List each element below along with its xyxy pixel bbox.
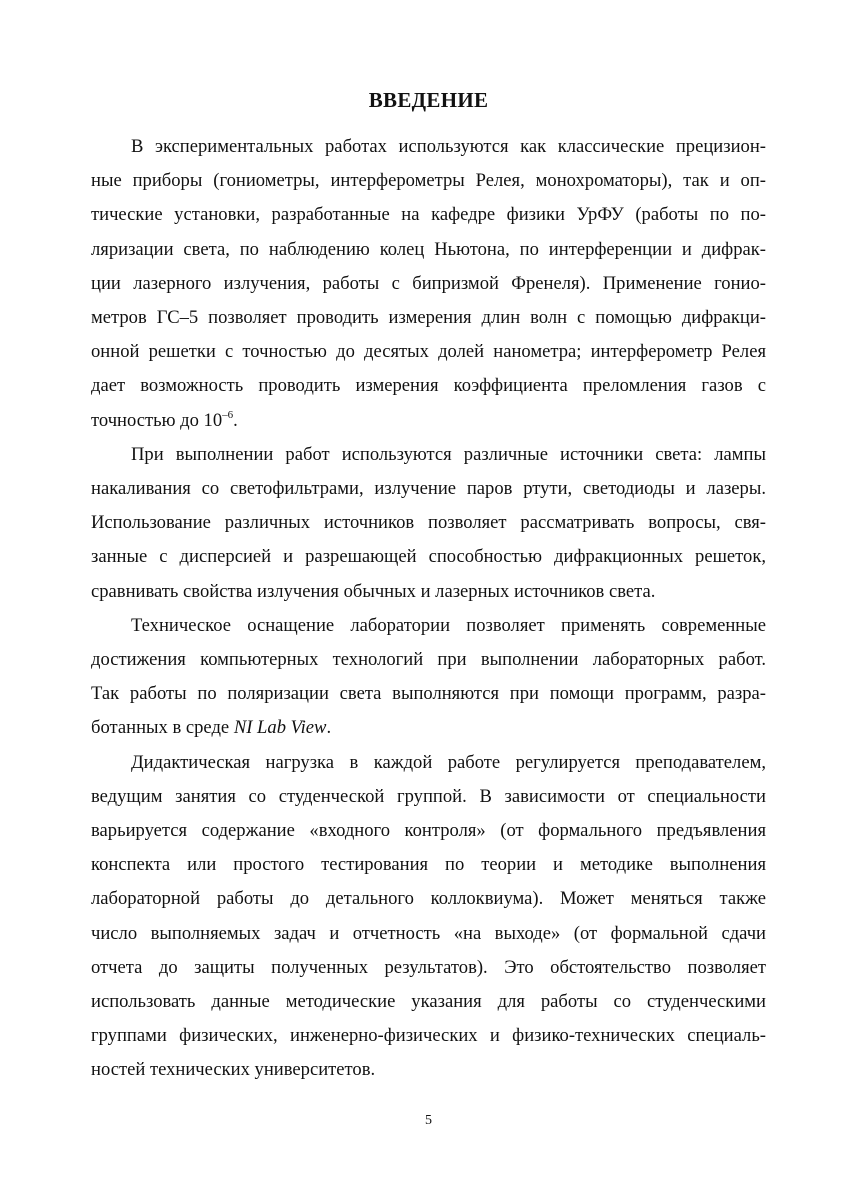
paragraph-4 [91,746,766,1088]
text-line: Так работы по поляризации света выполняются при помощи программ, разра- [91,683,766,705]
text-line: ные приборы (гониометры, интерферометры Релея, монохроматоры), так и оп- [91,170,766,192]
text-line: использовать данные методические указания для работы со студенческими [91,991,766,1013]
text-line: метров ГС–5 позволяет проводить измерения длин волн с помощью дифракци- [91,307,766,329]
text-line: В экспериментальных работах используются как классические прецизион- [131,136,766,157]
text-fragment: точностью до 10 [91,409,223,431]
page-title: ВВЕДЕНИЕ [368,88,489,112]
text-line: Использование различных источников позволяет рассматривать вопросы, свя- [91,512,766,534]
text-line: Техническое оснащение лаборатории позволяет применять современные [131,614,766,636]
text-line [91,404,766,438]
text-line: накаливания со светофильтрами, излучение паров ртути, светодиоды и лазеры. [91,478,766,500]
text-line: группами физических, инженерно-физических и физико-технических специаль- [91,1025,766,1047]
page-number: 5 [425,1113,432,1128]
text-line: дает возможность проводить измерения коэффициента преломления газов с [91,375,766,397]
text-fragment: . [233,409,238,431]
text-fragment: . [326,717,332,739]
text-line: ведущим занятия со студенческой группой. В зависимости от специальности [91,785,766,807]
text-line: ностей технических университетов. [91,1059,376,1081]
body-text [91,130,766,1088]
text-line: При выполнении работ используются различные источники света: лампы [131,443,766,465]
text-line: сравнивать свойства излучения обычных и лазерных источников света. [91,580,656,602]
text-line [91,711,766,745]
text-line: ляризации света, по наблюдению колец Ньютона, по интерференции и дифрак- [91,238,766,260]
text-line: число выполняемых задач и отчетность «на выходе» (от формальной сдачи [91,922,766,944]
text-line: достижения компьютерных технологий при выполнении лабораторных работ. [91,649,766,671]
paragraph-2 [91,438,766,609]
paragraph-3 [91,609,766,746]
italic-term: NI Lab View [233,717,327,739]
text-line: конспекта или простого тестирования по теории и методике выполнения [91,854,766,876]
text-line: Дидактическая нагрузка в каждой работе регулируется преподавателем, [131,751,766,773]
exponent: –6 [222,408,234,421]
text-line: тические установки, разработанные на кафедре физики УрФУ (работы по по- [91,204,766,226]
text-line: варьируется содержание «входного контроля» (от формального предъявления [91,820,766,842]
text-line: онной решетки с точностью до десятых долей нанометра; интерферометр Релея [91,341,766,363]
text-line: лабораторной работы до детального коллоквиума). Может меняться также [91,888,766,910]
text-line: ции лазерного излучения, работы с бипризмой Френеля). Применение гонио- [91,272,766,294]
text-fragment: ботанных в среде [91,717,234,739]
paragraph-1 [91,130,766,438]
text-line: отчета до защиты полученных результатов). Это обстоятельство позволяет [91,956,766,978]
text-line: занные с дисперсией и разрешающей способностью дифракционных решеток, [91,546,766,568]
